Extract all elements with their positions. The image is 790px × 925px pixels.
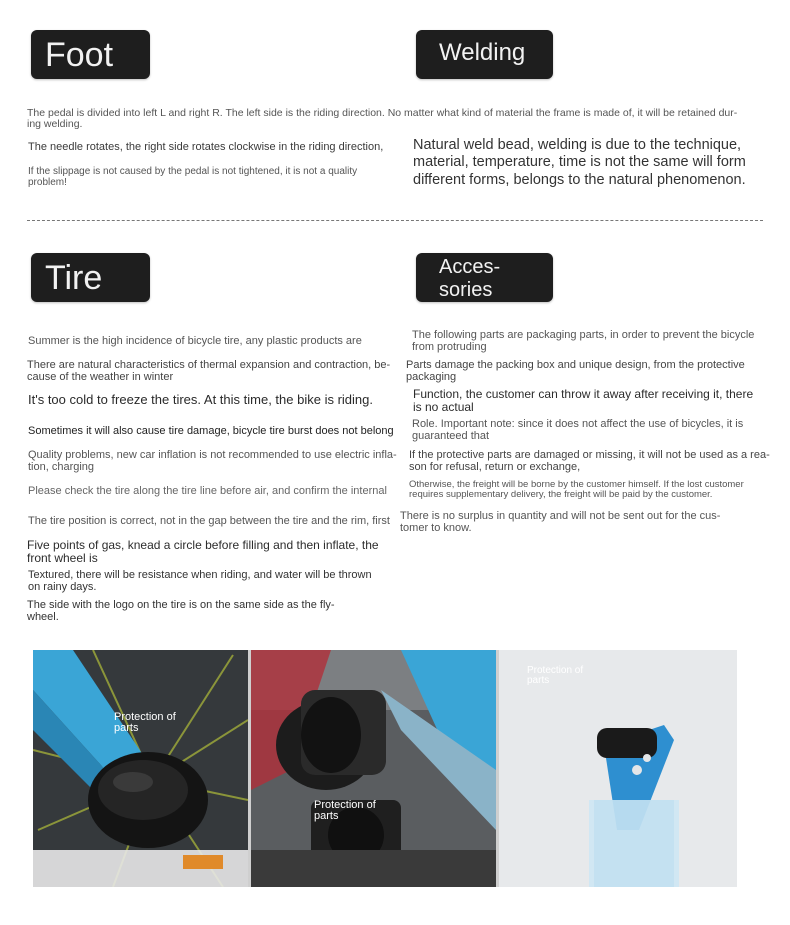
foot-heading <box>31 30 150 79</box>
foot-p3-line1: If the slippage is not caused by the pedal is not tightened, it is not a quality <box>28 166 358 177</box>
welding-line-3: different forms, belongs to the natural phenomenon. <box>413 171 746 188</box>
acc-p1-line1: The following parts are packaging parts, in order to prevent the bicycle <box>412 329 755 341</box>
welding-line-1: Natural weld bead, welding is due to the technique, <box>413 137 742 153</box>
tire-paragraph-6: Please check the tire along the tire line before air, and confirm the internal <box>28 485 387 497</box>
foot-p1-line2: ing welding. <box>27 118 83 131</box>
welding-title: Welding <box>439 39 526 66</box>
foot-p3-line2: problem! <box>28 176 67 188</box>
photo-2-label <box>314 800 376 822</box>
foot-paragraph-1 <box>27 108 767 130</box>
tire-paragraph-2 <box>27 360 407 383</box>
acc-p1-line2: from protruding <box>412 340 487 353</box>
accessories-title-line-1: Acces- <box>439 256 501 278</box>
photo-wheel-hub <box>33 650 248 887</box>
photo-fork-protector <box>499 650 737 887</box>
photo-1-label-line1: Protection of <box>114 711 176 723</box>
acc-p2-line2: packaging <box>406 370 457 383</box>
welding-paragraph <box>413 137 773 189</box>
tire-p2-line2: cause of the weather in winter <box>27 370 174 383</box>
acc-p7-line1: There is no surplus in quantity and will not be sent out for the cus- <box>400 510 721 522</box>
tire-p9-line2: on rainy days. <box>28 580 97 593</box>
tire-paragraph-3: It's too cold to freeze the tires. At this time, the bike is riding. <box>28 392 373 407</box>
photo-1-label <box>114 712 176 734</box>
tire-p9-line1: Textured, there will be resistance when riding, and water will be thrown <box>28 569 372 581</box>
acc-p5-line2: son for refusal, return or exchange, <box>409 460 581 473</box>
tire-p5-line2: tion, charging <box>28 460 95 473</box>
axle-caps-illustration <box>251 650 496 887</box>
accessories-paragraph-6 <box>409 480 787 500</box>
accessories-paragraph-3 <box>413 388 783 413</box>
acc-p6-line2: requires supplementary delivery, the freight will be paid by the customer. <box>409 488 713 500</box>
acc-p7-line2: tomer to know. <box>400 521 472 534</box>
tire-paragraph-1: Summer is the high incidence of bicycle tire, any plastic products are <box>28 335 362 347</box>
photo-3-label-line2: parts <box>527 675 550 686</box>
tire-title: Tire <box>45 259 103 297</box>
accessories-paragraph-7 <box>400 511 770 534</box>
tire-p8-line1: Five points of gas, knead a circle before filling and then inflate, the <box>27 538 379 552</box>
photo-2-label-line2: parts <box>314 810 339 822</box>
acc-p4-line1: Role. Important note: since it does not affect the use of bicycles, it is <box>412 418 744 430</box>
acc-p3-line2: is no actual <box>413 399 474 414</box>
tire-p10-line1: The side with the logo on the tire is on the same side as the fly- <box>27 599 335 611</box>
welding-line-2: material, temperature, time is not the same will form <box>413 154 746 171</box>
photo-axle-caps <box>251 650 496 887</box>
tire-paragraph-4: Sometimes it will also cause tire damage, bicycle tire burst does not belong <box>28 425 394 437</box>
tire-p8-line2: front wheel is <box>27 550 98 565</box>
photo-3-label <box>527 666 583 686</box>
accessories-paragraph-2 <box>406 360 776 383</box>
foot-paragraph-2: The needle rotates, the right side rotates clockwise in the riding direction, <box>28 141 384 153</box>
acc-p2-line1: Parts damage the packing box and unique design, from the protective <box>406 359 745 371</box>
accessories-title-line-2: sories <box>439 279 493 301</box>
accessories-paragraph-1 <box>412 330 782 353</box>
wheel-hub-illustration <box>33 650 248 887</box>
tire-paragraph-10 <box>27 600 407 623</box>
protection-parts-photos <box>33 650 737 887</box>
acc-p3-line1: Function, the customer can throw it away after receiving it, there <box>413 387 754 401</box>
accessories-heading <box>416 253 553 302</box>
photo-2-label-line1: Protection of <box>314 799 376 811</box>
tire-p2-line1: There are natural characteristics of thermal expansion and contraction, be- <box>27 359 391 371</box>
acc-p5-line1: If the protective parts are damaged or missing, it will not be used as a rea- <box>409 449 770 461</box>
tire-p5-line1: Quality problems, new car inflation is not recommended to use electric infla- <box>28 449 397 461</box>
tire-paragraph-8 <box>27 539 407 564</box>
tire-paragraph-5 <box>28 450 408 473</box>
foot-p1-line1: The pedal is divided into left L and right R. The left side is the riding direction. No matter what kind of material the frame is made of, it will be retained dur- <box>27 107 738 119</box>
welding-heading <box>416 30 553 79</box>
tire-paragraph-7: The tire position is correct, not in the gap between the tire and the rim, first <box>28 515 390 527</box>
foot-title: Foot <box>45 36 114 74</box>
acc-p6-line1: Otherwise, the freight will be borne by the customer himself. If the lost customer <box>409 479 744 490</box>
tire-p10-line2: wheel. <box>27 610 59 623</box>
tire-paragraph-9 <box>28 570 408 593</box>
photo-1-label-line2: parts <box>114 722 139 734</box>
photo-3-label-line1: Protection of <box>527 665 584 676</box>
accessories-paragraph-5 <box>409 450 784 473</box>
foot-paragraph-3 <box>28 167 408 188</box>
section-divider <box>27 220 763 221</box>
tire-heading <box>31 253 150 302</box>
accessories-paragraph-4 <box>412 419 782 442</box>
acc-p4-line2: guaranteed that <box>412 429 490 442</box>
